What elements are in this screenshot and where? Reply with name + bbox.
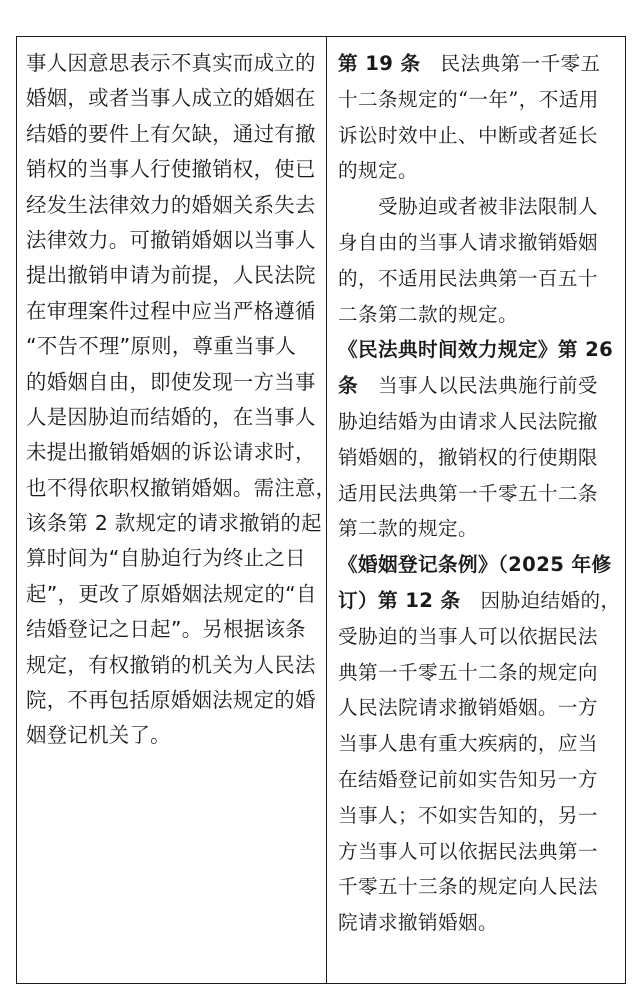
left-line: 算时间为“自胁迫行为终止之日 bbox=[26, 546, 306, 571]
right-line bbox=[338, 726, 620, 762]
right-line bbox=[338, 655, 620, 691]
provision-text: 适用民法典第一千零五十二条 bbox=[338, 481, 598, 505]
provision-text: 民法典第一千零五 bbox=[420, 52, 601, 75]
left-line: 姻登记机关了。 bbox=[26, 723, 171, 748]
left-line: 也不得依职权撤销婚姻。需注意， bbox=[26, 475, 337, 500]
right-line bbox=[338, 368, 620, 404]
provision-text: 受胁迫或者被非法限制人 bbox=[338, 195, 598, 219]
left-line: 院，不再包括原婚姻法规定的婚 bbox=[26, 688, 316, 713]
right-line bbox=[338, 905, 620, 941]
left-line: 人是因胁迫而结婚的，在当事人 bbox=[26, 404, 316, 429]
article-heading: 订）第 12 条 bbox=[338, 588, 461, 612]
provision-text: 十二条规定的“一年”，不适用 bbox=[338, 87, 599, 111]
provision-text: 院请求撤销婚姻。 bbox=[338, 911, 498, 935]
left-line: 在审理案件过程中应当严格遵循 bbox=[26, 298, 316, 323]
left-line: 该条第 2 款规定的请求撤销的起 bbox=[26, 511, 322, 536]
right-line bbox=[338, 440, 620, 476]
left-line: 法律效力。可撤销婚姻以当事人 bbox=[26, 227, 316, 252]
provision-text: 因胁迫结婚的， bbox=[460, 588, 621, 612]
provision-text: 身自由的当事人请求撤销婚姻 bbox=[338, 230, 598, 254]
right-line bbox=[338, 404, 620, 440]
right-line bbox=[338, 332, 620, 368]
provision-text: 胁迫结婚为由请求人民法院撤 bbox=[338, 409, 598, 433]
right-line bbox=[338, 869, 620, 905]
right-line bbox=[338, 261, 620, 297]
provision-text: 二条第二款的规定。 bbox=[338, 302, 518, 326]
left-line: 起”，更改了原婚姻法规定的“自 bbox=[26, 581, 317, 606]
right-line bbox=[338, 690, 620, 726]
right-column-legal-provisions bbox=[338, 46, 620, 941]
article-heading: 第 19 条 bbox=[338, 52, 421, 75]
provision-text: 的规定。 bbox=[338, 159, 418, 183]
right-line bbox=[338, 225, 620, 261]
right-line bbox=[338, 762, 620, 798]
article-heading: 《民法典时间效力规定》第 26 bbox=[338, 338, 614, 362]
right-line bbox=[338, 297, 620, 333]
provision-text: 典第一千零五十二条的规定向 bbox=[338, 660, 598, 684]
right-line bbox=[338, 82, 620, 118]
provision-text: 人民法院请求撤销婚姻。一方 bbox=[338, 696, 598, 720]
right-line bbox=[338, 798, 620, 834]
right-line bbox=[338, 834, 620, 870]
provision-text: 方当事人可以依据民法典第一 bbox=[338, 839, 598, 863]
article-heading: 条 bbox=[338, 374, 358, 398]
provision-text: 诉讼时效中止、中断或者延长 bbox=[338, 123, 598, 147]
left-line: 销权的当事人行使撤销权，使已 bbox=[26, 157, 316, 182]
right-line bbox=[338, 583, 620, 619]
provision-text: 受胁迫的当事人可以依据民法 bbox=[338, 624, 598, 648]
left-column-commentary bbox=[26, 46, 337, 754]
left-line: 规定，有权撤销的机关为人民法 bbox=[26, 652, 316, 677]
right-line bbox=[338, 118, 620, 154]
provision-text: 当事人以民法典施行前受 bbox=[358, 374, 598, 398]
provision-text: 的，不适用民法典第一百五十 bbox=[338, 266, 598, 290]
right-line bbox=[338, 189, 620, 225]
provision-text: 在结婚登记前如实告知另一方 bbox=[338, 767, 598, 791]
right-line bbox=[338, 547, 620, 583]
article-heading: 《婚姻登记条例》（2025 年修 bbox=[338, 553, 612, 577]
left-line: 婚姻，或者当事人成立的婚姻在 bbox=[26, 86, 316, 111]
left-line: “不告不理”原则，尊重当事人 bbox=[26, 334, 297, 359]
left-line: 结婚登记之日起”。另根据该条 bbox=[26, 617, 306, 642]
right-line bbox=[338, 619, 620, 655]
provision-text: 千零五十三条的规定向人民法 bbox=[338, 875, 598, 899]
left-line: 结婚的要件上有欠缺，通过有撤 bbox=[26, 121, 316, 146]
right-line bbox=[338, 511, 620, 547]
provision-text: 当事人；不如实告知的，另一 bbox=[338, 803, 598, 827]
provision-text: 第二款的规定。 bbox=[338, 517, 478, 541]
right-line bbox=[338, 153, 620, 189]
left-line: 提出撤销申请为前提，人民法院 bbox=[26, 263, 316, 288]
left-line: 的婚姻自由，即使发现一方当事 bbox=[26, 369, 316, 394]
left-line: 事人因意思表示不真实而成立的 bbox=[26, 51, 316, 75]
left-line: 未提出撤销婚姻的诉讼请求时， bbox=[26, 440, 316, 465]
provision-text: 销婚姻的，撤销权的行使期限 bbox=[338, 445, 598, 469]
right-line bbox=[338, 46, 620, 82]
column-divider bbox=[326, 36, 327, 984]
left-line: 经发生法律效力的婚姻关系失去 bbox=[26, 192, 316, 217]
provision-text: 当事人患有重大疾病的，应当 bbox=[338, 732, 598, 756]
right-line bbox=[338, 476, 620, 512]
